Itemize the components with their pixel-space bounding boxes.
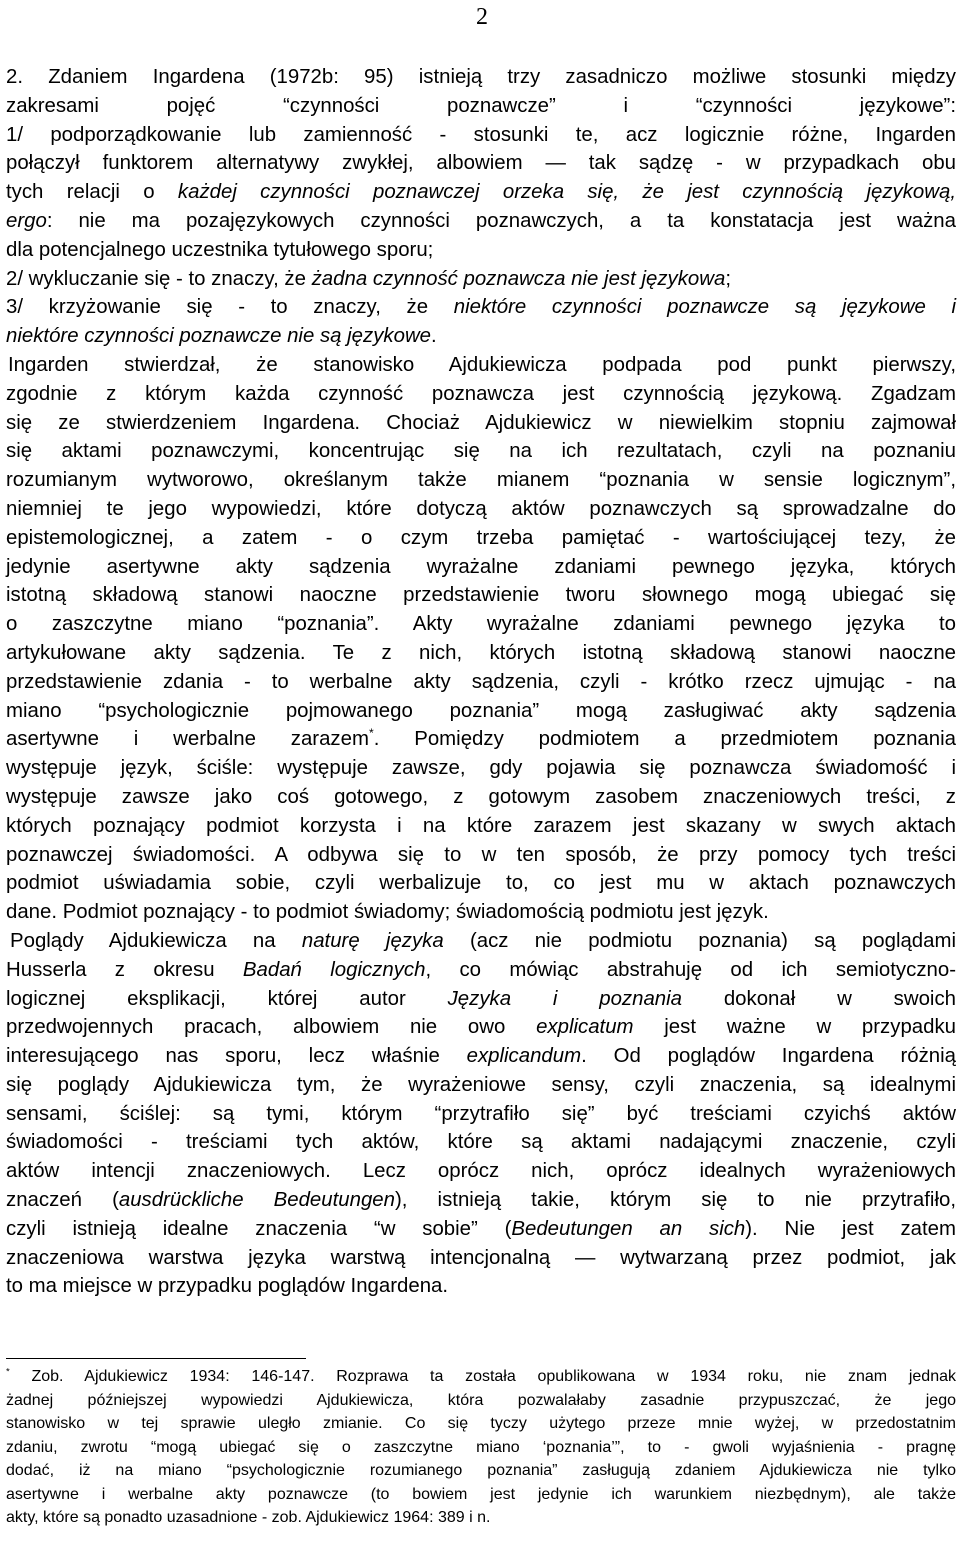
text-line: świadomości - treściami tych aktów, które są aktami nadającymi znaczenie, czyli	[6, 1131, 956, 1154]
main-text	[6, 63, 956, 1301]
text-line: 2/ wykluczanie się - to znaczy, że żadna czynność poznawcza nie jest językowa;	[6, 267, 731, 290]
text-line: artykułowane akty sądzenia. Te z nich, których istotną składową stanowi naoczne	[6, 641, 956, 664]
text-line: rozumianym wytworowo, określanym także mianem “poznania w sensie logicznym”,	[6, 469, 956, 492]
text-line: przedstawienie zdania - to werbalne akty sądzenia, czyli - krótko rzecz ujmując - na	[6, 670, 956, 693]
text-line: połączył funktorem alternatywy zwykłej, albowiem — tak sądzę - w przypadkach obu	[6, 152, 956, 175]
text-line: się ze stwierdzeniem Ingardena. Chociaż Ajdukiewicz w niewielkim stopniu zajmował	[6, 411, 956, 434]
text-line: niemniej te jego wypowiedzi, które dotyczą aktów poznawczych są sprowadzalne do	[6, 497, 956, 520]
footnote-marker: *	[6, 1366, 10, 1378]
text-line: Husserla z okresu Badań logicznych, co mówiąc abstrahuję od ich semiotyczno-	[6, 958, 956, 981]
footnote	[6, 1365, 956, 1530]
text-line: przedwojennych pracach, albowiem nie owo explicatum jest ważne w przypadku	[6, 1016, 957, 1039]
text-line: asertywne i werbalne zarazem*. Pomiędzy podmiotem a przedmiotem poznania	[6, 726, 956, 751]
text-line: występuje język, ściśle: występuje zawsze, gdy pojawia się poznawcza świadomość i	[6, 757, 956, 780]
footnote-line: akty, które są ponadto uzasadnione - zob. Ajdukiewicz 1964: 389 i n.	[6, 1509, 491, 1526]
text-line: jedynie asertywne akty sądzenia wyrażalne zdaniami pewnego języka, których	[6, 555, 956, 578]
text-line: występuje zawsze jako coś gotowego, z gotowym zasobem znaczeniowych treści, z	[6, 785, 956, 808]
footnote-line: zdaniu, zwrotu “mogą ubiegać się o zaszczytne miano ‘poznania’”, to - gwoli wyjaśnienia - pragnę	[6, 1438, 956, 1456]
text-line: tych relacji o każdej czynności poznawczej orzeka się, że jest czynnością językową,	[6, 181, 956, 204]
text-line: podmiot uświadamia sobie, czyli werbalizuje to, co jest mu w aktach poznawczych	[6, 872, 956, 895]
text-line: Poglądy Ajdukiewicza na naturę języka (acz nie podmiotu poznania) są poglądami	[10, 929, 957, 952]
text-line: których poznający podmiot korzysta i na które zarazem jest skazany w swych aktach	[6, 814, 956, 837]
text-line: się aktami poznawczymi, koncentrując się na ich rezultatach, czyli na poznaniu	[6, 440, 956, 463]
text-line: dla potencjalnego uczestnika tytułowego sporu;	[6, 238, 434, 261]
text-line: dane. Podmiot poznający - to podmiot świadomy; świadomością podmiotu jest język.	[6, 901, 769, 924]
text-line: miano “psychologicznie pojmowanego poznania” mogą zasługiwać akty sądzenia	[6, 699, 956, 722]
text-line: zakresami pojęć “czynności poznawcze” i “czynności językowe”:	[6, 94, 956, 117]
text-line: sensami, ściślej: są tymi, którym “przytrafiło się” być treściami czyichś aktów	[6, 1102, 956, 1125]
text-line: logicznej eksplikacji, której autor Języka i poznania dokonał w swoich	[6, 987, 956, 1010]
text-line: aktów intencji znaczeniowych. Lecz oprócz nich, oprócz idealnych wyrażeniowych	[6, 1160, 956, 1183]
text-line: poznawczej świadomości. A odbywa się to w ten sposób, że przy pomocy tych treści	[6, 843, 956, 866]
text-line: 2. Zdaniem Ingardena (1972b: 95) istnieją trzy zasadniczo możliwe stosunki między	[6, 66, 956, 88]
text-line: ergo: nie ma pozajęzykowych czynności poznawczych, a ta konstatacja jest ważna	[6, 209, 956, 232]
text-line: Ingarden stwierdzał, że stanowisko Ajdukiewicza podpada pod punkt pierwszy,	[8, 353, 956, 376]
text-line: zgodnie z którym każda czynność poznawcza jest czynnością językową. Zgadzam	[6, 382, 956, 405]
footnote-line: dodać, iż na miano “psychologicznie rozumianego poznania” zasługują zdaniem Ajdukiewicza nie tylko	[6, 1462, 956, 1479]
footnote-line: asertywne i werbalne akty poznawcze (to bowiem jest jedynie ich warunkiem niezbędnym), ale także	[6, 1485, 956, 1503]
text-line: znaczeniowa warstwa języka warstwą intencjonalną — wytwarzaną przez podmiot, jak	[6, 1246, 956, 1269]
footnote-line: żadnej późniejszej wypowiedzi Ajdukiewicza, która pozwalałaby zasadnie przypuszczać, że jego	[6, 1391, 956, 1409]
text-line: niektóre czynności poznawcze nie są językowe.	[6, 325, 437, 348]
page-number: 2	[476, 4, 488, 30]
text-line: istotną składową stanowi naoczne przedstawienie tworu słownego mogą ubiegać się	[6, 584, 956, 607]
text-line: to ma miejsce w przypadku poglądów Ingardena.	[6, 1275, 449, 1298]
text-line: znaczeń (ausdrückliche Bedeutungen), istnieją takie, którym się to nie przytrafiło,	[6, 1189, 956, 1212]
text-line: czyli istnieją idealne znaczenia “w sobie” (Bedeutungen an sich). Nie jest zatem	[6, 1217, 956, 1240]
footnote-line: * Zob. Ajdukiewicz 1934: 146-147. Rozprawa ta została opublikowana w 1934 roku, nie znam jednak	[6, 1366, 956, 1385]
text-line: o zaszczytne miano “poznania”. Akty wyrażalne zdaniami pewnego języka to	[6, 613, 956, 636]
text-line: 1/ podporządkowanie lub zamienność - stosunki te, acz logicznie różne, Ingarden	[6, 123, 956, 146]
footnote-marker: *	[368, 726, 374, 741]
text-line: 3/ krzyżowanie się - to znaczy, że niektóre czynności poznawcze są językowe i	[6, 296, 956, 319]
text-line: epistemologicznej, a zatem - o czym trzeba pamiętać - wartościującej tezy, że	[6, 526, 956, 549]
footnote-line: stanowisko w tej sprawie uległo zmianie. Co się tyczy użytego przeze mnie wyżej, w przedostatnim	[6, 1415, 956, 1432]
text-line: interesującego nas sporu, lecz właśnie explicandum. Od poglądów Ingardena różnią	[6, 1045, 956, 1068]
text-line: się poglądy Ajdukiewicza tym, że wyrażeniowe sensy, czyli znaczenia, są idealnymi	[6, 1073, 956, 1096]
footnote-separator	[6, 1358, 306, 1359]
